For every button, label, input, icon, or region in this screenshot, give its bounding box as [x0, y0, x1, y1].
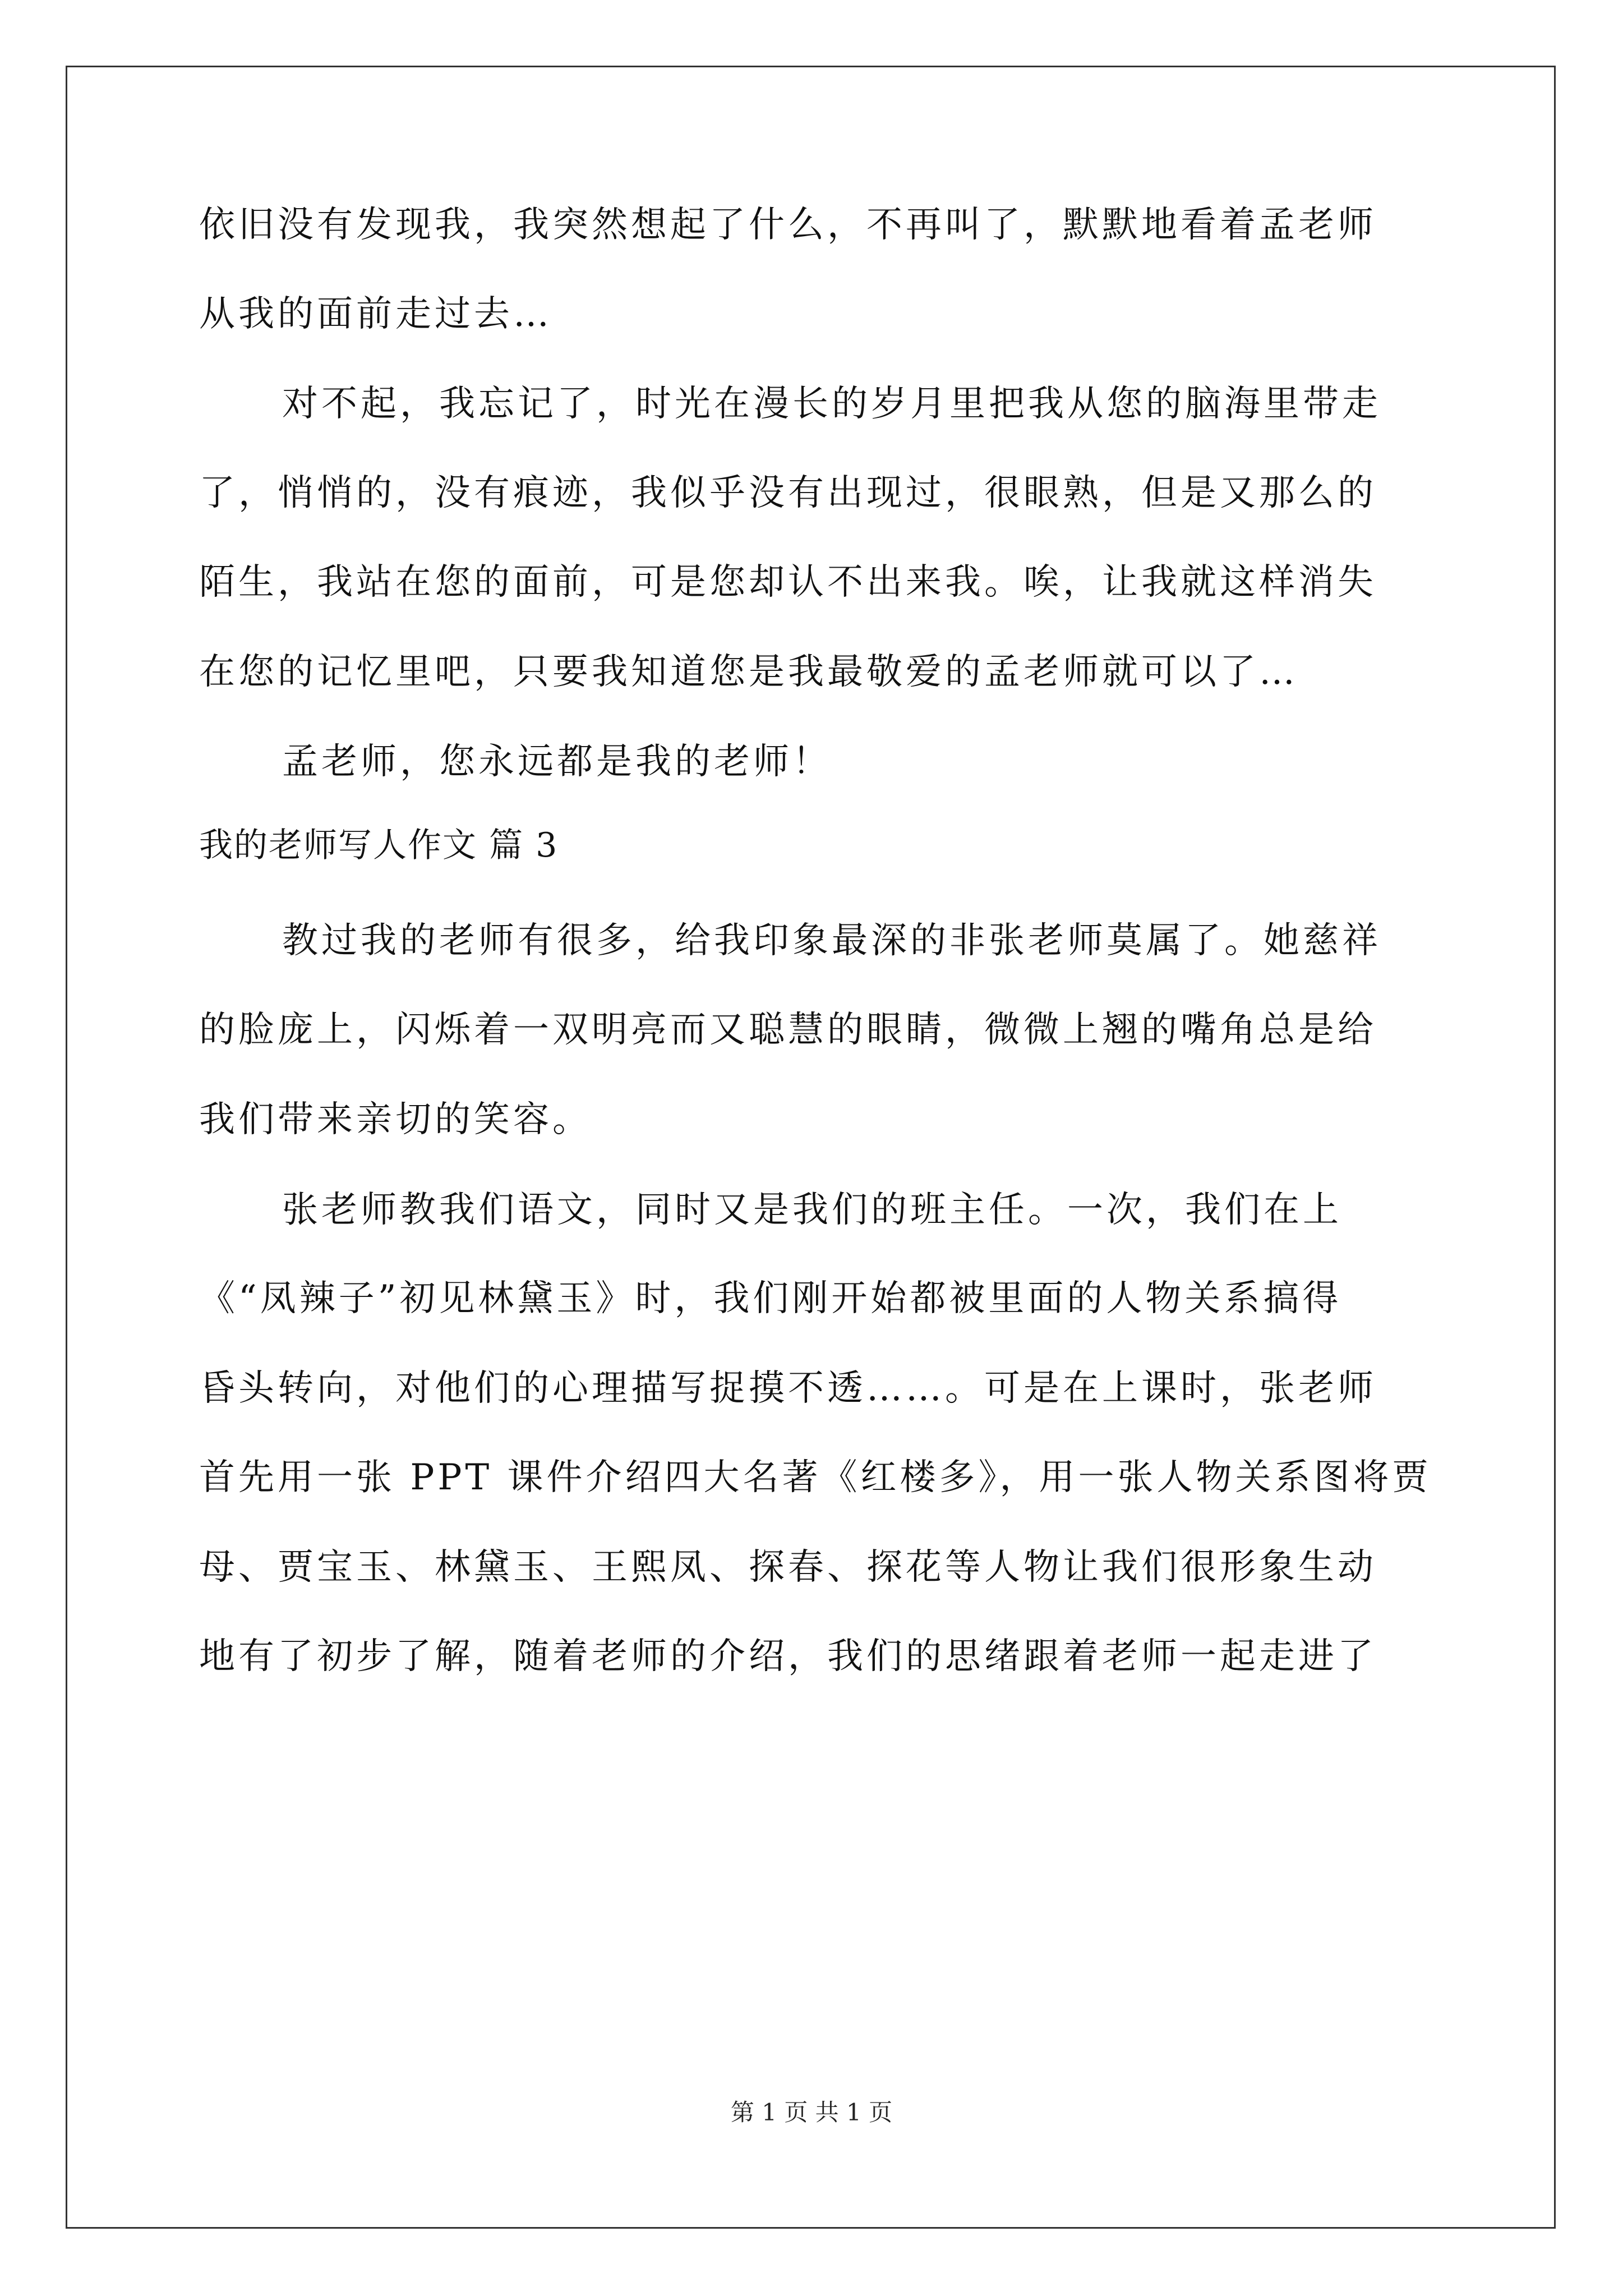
text-line: 地有了初步了解，随着老师的介绍，我们的思绪跟着老师一起走进了: [199, 1636, 1377, 1677]
text-line: 陌生，我站在您的面前，可是您却认不出来我。唉，让我就这样消失: [199, 562, 1377, 603]
text-line: 《“凤辣子”初见林黛玉》时，我们刚开始都被里面的人物关系搞得: [199, 1278, 1342, 1319]
text-line: 首先用一张 PPT 课件介绍四大名著《红楼多》，用一张人物关系图将贾: [199, 1457, 1432, 1498]
paragraph-start-line: 对不起，我忘记了，时光在漫长的岁月里把我从您的脑海里带走: [282, 383, 1381, 425]
text-line: 昏头转向，对他们的心理描写捉摸不透……。可是在上课时，张老师: [199, 1368, 1377, 1409]
text-line: 母、贾宝玉、林黛玉、王熙凤、探春、探花等人物让我们很形象生动: [199, 1547, 1377, 1588]
paragraph-start-line: 孟老师，您永远都是我的老师！: [282, 741, 832, 783]
text-line: 依旧没有发现我，我突然想起了什么，不再叫了，默默地看着孟老师: [199, 204, 1377, 246]
text-line: 在您的记忆里吧，只要我知道您是我最敬爱的孟老师就可以了…: [199, 651, 1298, 693]
paragraph-start-line: 张老师教我们语文，同时又是我们的班主任。一次，我们在上: [282, 1189, 1342, 1231]
page-indicator: 第 1 页 共 1 页: [730, 2099, 893, 2126]
text-line: 我们带来亲切的笑容。: [199, 1099, 592, 1140]
text-line: 了，悄悄的，没有痕迹，我似乎没有出现过，很眼熟，但是又那么的: [199, 472, 1377, 514]
text-line: 从我的面前走过去…: [199, 293, 552, 335]
paragraph-start-line: 教过我的老师有很多，给我印象最深的非张老师莫属了。她慈祥: [282, 920, 1381, 961]
section-heading: 我的老师写人作文 篇 3: [199, 826, 559, 865]
text-line: 的脸庞上，闪烁着一双明亮而又聪慧的眼睛，微微上翘的嘴角总是给: [199, 1009, 1377, 1051]
